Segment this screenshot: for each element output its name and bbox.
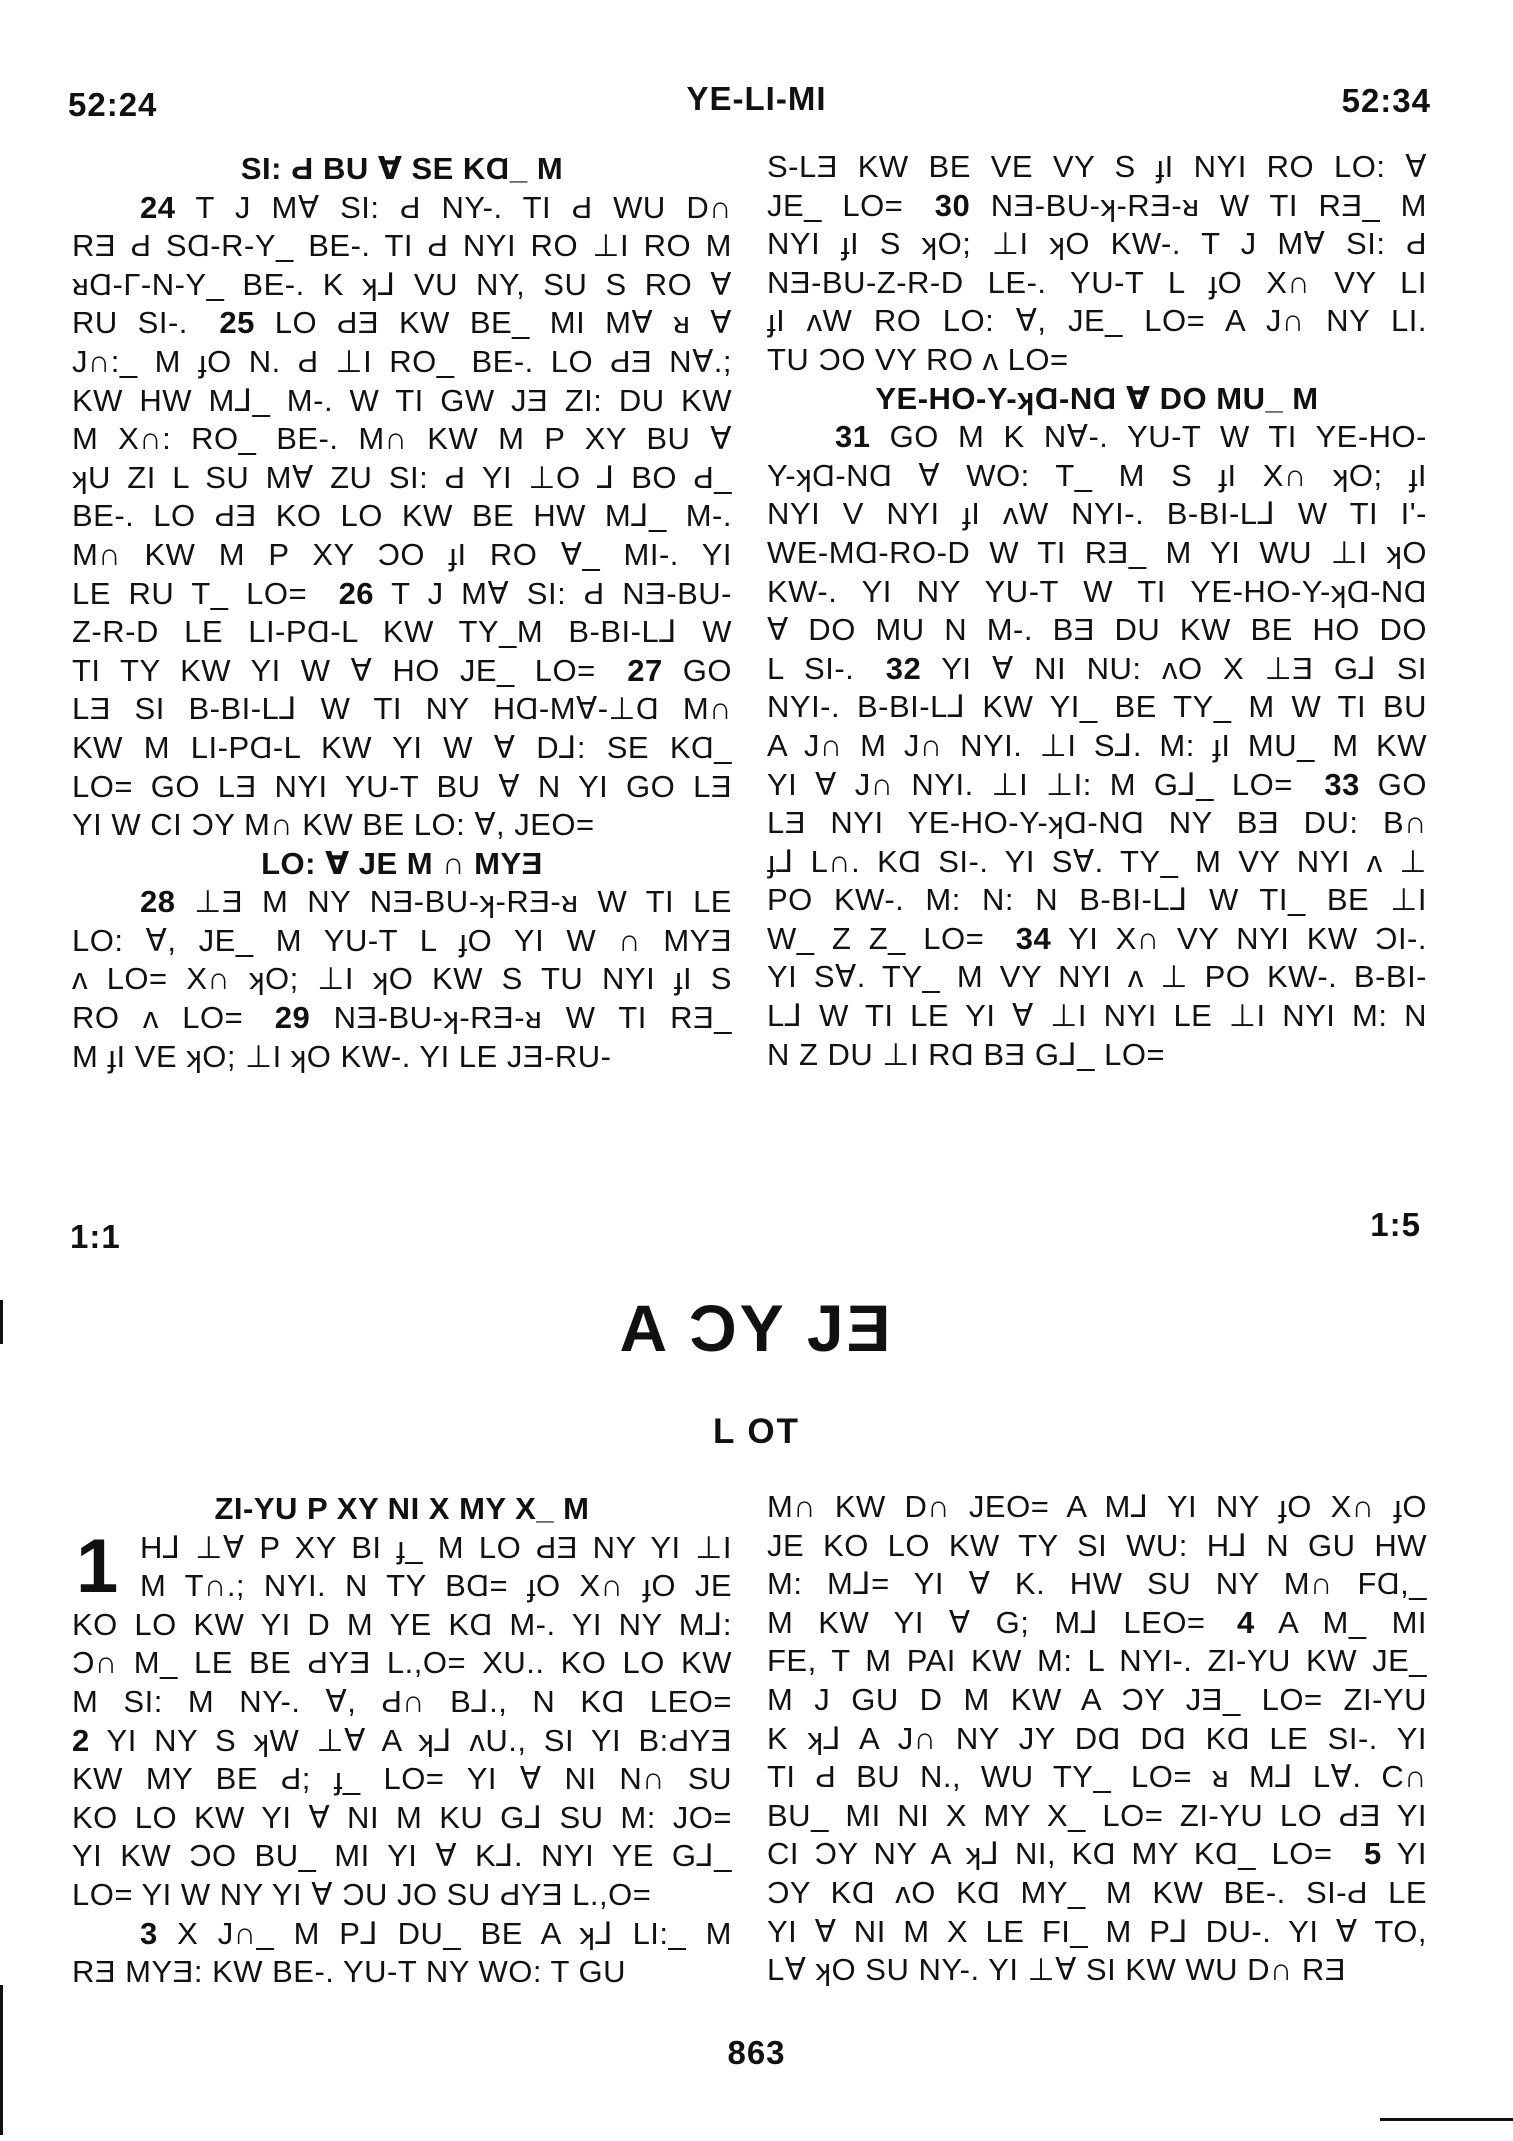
text-line [767, 187, 1427, 226]
text-line [767, 1681, 1427, 1720]
line-text: ⊥Ǝ M NY NƎ-BU-ʞ-RƎ-ᴚ W TI LE [194, 884, 732, 920]
line-text: M T∩.; NYI. N TY BⱭ= ɟO X∩ ɟO JE [140, 1568, 732, 1604]
line-text: S-LƎ KW BE VE VY S ɟI NYI RO LO: Ɐ [767, 149, 1427, 184]
text-line [72, 189, 732, 228]
line-text: LⱯ ʞO SU NY-. YI ⊥Ɐ SI KW WU D∩ RƎ [767, 1952, 1346, 1988]
text-line [767, 302, 1427, 341]
bottom-right-column [767, 1488, 1427, 1990]
text-line [72, 536, 732, 575]
right-verse-reference: 52:34 [1341, 82, 1431, 119]
bottom-right-rule [1380, 2118, 1513, 2121]
line-text: M: M⅃= YI Ɐ K. HW SU NY M∩ FⱭ,_ [767, 1566, 1427, 1602]
line-text: YI KW ƆO BU_ MI YI Ɐ K⅃. NYI YE G⅃_ [72, 1838, 732, 1874]
line-text: YI NY S ʞW ⊥Ɐ A ʞ⅃ ʌU., SI YI B:ԀYƎ [106, 1722, 732, 1758]
text-line [767, 920, 1427, 959]
verse-number: 26 [338, 575, 375, 611]
top-right-column [767, 148, 1427, 1074]
text-line [72, 382, 732, 421]
text-line [72, 652, 732, 691]
text-line [767, 881, 1427, 920]
text-line [72, 768, 732, 807]
chapter-end-reference: 1:5 [1370, 1206, 1421, 1243]
line-text: M J GU D M KW A ƆY JƎ_ LO= ZI-YU [767, 1681, 1427, 1717]
line-text: KW HW M⅃_ M-. W TI GW JƎ ZI: DU KW [72, 382, 732, 418]
text-line [767, 341, 1427, 380]
text-line [767, 1642, 1427, 1681]
top-left-column [72, 150, 732, 1076]
text-line [767, 1951, 1427, 1990]
text-line [767, 1874, 1427, 1913]
line-text: KW MY BE Ԁ; ɟ_ LO= YI Ɐ NI N∩ SU [72, 1761, 732, 1797]
line-text: LO= GO LƎ NYI YU-T BU Ɐ N YI GO LƎ [72, 768, 732, 804]
text-line [72, 806, 732, 845]
line-text: FE, T M PAI KW M: L NYI-. ZI-YU KW JE_ [767, 1643, 1427, 1679]
line-text: NƎ-BU-ʞ-RƎ-ᴚ W TI RƎ_ M [990, 187, 1427, 223]
line-text: NYI ɟI S ʞO; ⊥I ʞO KW-. T J MⱯ SI: Ԁ [767, 226, 1427, 262]
line-text: LO: Ɐ, JE_ M YU-T L ɟO YI W ∩ MYƎ [72, 922, 732, 958]
text-line [72, 227, 732, 266]
line-text: JE_ LO= [767, 187, 904, 223]
line-text: M X∩: RO_ BE-. M∩ KW M P XY BU Ɐ [72, 421, 732, 457]
line-text: YI Ɐ NI M X LE FI_ M P⅃ DU-. YI Ɐ TO, [767, 1913, 1427, 1949]
verse-number: 24 [140, 189, 176, 225]
text-line [767, 1913, 1427, 1952]
text-line [767, 148, 1427, 187]
text-line [767, 1565, 1427, 1604]
text-line [767, 1527, 1427, 1566]
line-text: ᴚⱭ-Γ-N-Y_ BE-. K ʞ⅃ VU NY, SU S RO Ɐ [72, 266, 732, 302]
drop-cap-chapter-number: 1 [76, 1523, 119, 1609]
line-text: BU_ MI NI X MY X_ LO= ZI-YU LO ԀƎ YI [767, 1797, 1427, 1833]
line-text: NYI V NYI ɟI ʌW NYI-. B-BI-L⅃ W TI I'- [767, 496, 1427, 532]
line-text: ƆY KⱭ ʌO KⱭ MY_ M KW BE-. SI-Ԁ LE [767, 1874, 1427, 1910]
text-line [72, 420, 732, 459]
line-text: Ɐ DO MU N M-. BƎ DU KW BE HO DO [767, 612, 1427, 648]
text-line [72, 1606, 732, 1645]
verse-number: 4 [1237, 1604, 1255, 1640]
verse-number: 5 [1364, 1836, 1382, 1872]
line-text: RU SI-. [72, 305, 188, 341]
text-line [72, 266, 732, 305]
text-line [72, 883, 732, 922]
verse-number: 34 [1015, 920, 1052, 956]
line-text: NƎ-BU-ʞ-RƎ-ᴚ W TI RƎ_ [333, 1000, 732, 1036]
text-line [72, 1876, 732, 1915]
section-heading: YE-HO-Y-ʞⱭ-NⱭ Ɐ DO MU_ M [875, 380, 1319, 416]
verse-number: 29 [274, 1000, 311, 1036]
line-text: M∩ KW D∩ JEO= A M⅃ YI NY ɟO X∩ ɟO [767, 1489, 1427, 1524]
text-line [767, 1036, 1427, 1075]
text-line [72, 729, 732, 768]
text-line [72, 1915, 732, 1954]
line-text: LO ԀƎ KW BE_ MI MⱯ ᴚ Ɐ [274, 305, 732, 341]
line-text: M∩ KW M P XY ƆO ɟI RO Ɐ_ MI-. YI [72, 536, 732, 572]
line-text: H⅃ ⊥Ɐ P XY BI ɟ_ M LO ԀƎ NY YI ⊥I [140, 1529, 732, 1565]
text-line [767, 495, 1427, 534]
text-line [72, 999, 732, 1038]
section-heading: ZI-YU P XY NI X MY X_ M [214, 1491, 590, 1526]
text-line [767, 650, 1427, 689]
line-text: KO LO KW YI D M YE KⱭ M-. YI NY M⅃: [72, 1606, 732, 1642]
verse-number: 32 [885, 650, 922, 686]
section-heading: SI: Ԁ BU Ɐ SE KⱭ_ M [240, 151, 564, 186]
text-line [72, 613, 732, 652]
line-text: Y-ʞⱭ-NⱭ Ɐ WO: T_ M S ɟI X∩ ʞO; ɟI [767, 457, 1427, 493]
text-line [767, 225, 1427, 264]
line-text: A M_ MI [1278, 1604, 1428, 1640]
line-text: M SI: M NY-. Ɐ, Ԁ∩ B⅃., N KⱭ LEO= [72, 1683, 732, 1719]
line-text: RO ʌ LO= [72, 1000, 244, 1036]
line-text: CI ƆY NY A ʞ⅃ NI, KⱭ MY KⱭ_ LO= [767, 1836, 1333, 1872]
line-text: ɟI ʌW RO LO: Ɐ, JE_ LO= A J∩ NY LI. [767, 303, 1427, 339]
text-line [72, 1799, 732, 1838]
verse-number: 28 [140, 884, 176, 920]
text-line [767, 688, 1427, 727]
line-text: YI Ɐ J∩ NYI. ⊥I ⊥I: M G⅃_ LO= [767, 766, 1293, 802]
text-line [767, 1797, 1427, 1836]
line-text: WE-MⱭ-RO-D W TI RƎ_ M YI WU ⊥I ʞO [767, 534, 1427, 570]
line-text: YI X∩ VY NYI KW ƆI-. [1068, 920, 1427, 956]
text-line [767, 573, 1427, 612]
text-line [72, 1760, 732, 1799]
left-edge-mark-bottom [0, 1985, 3, 2135]
text-line [72, 1722, 732, 1761]
verse-number: 33 [1324, 766, 1360, 802]
left-verse-reference: 52:24 [68, 86, 158, 123]
line-text: TU ƆO VY RO ʌ LO= [767, 341, 1069, 377]
line-text: N Z DU ⊥I RⱭ BƎ G⅃_ LO= [767, 1036, 1166, 1072]
verse-number: 30 [934, 187, 971, 223]
text-line [767, 843, 1427, 882]
text-line [72, 1038, 732, 1077]
line-text: LƎ SI B-BI-L⅃ W TI NY HⱭ-MⱯ-⊥Ɑ M∩ [72, 691, 732, 727]
text-line [72, 497, 732, 536]
line-text: LE RU T_ LO= [72, 575, 308, 611]
chapter-label: L OT [712, 1412, 801, 1451]
text-line [72, 575, 732, 614]
line-text: LO= YI W NY YI Ɐ ƆU JO SU ԀYƎ L.,O= [72, 1876, 652, 1912]
text-line [767, 1488, 1427, 1527]
verse-number: 31 [835, 419, 871, 455]
line-text: Ɔ∩ M_ LE BE ԀYƎ L.,O= XU.. KO LO KW [72, 1645, 732, 1681]
text-line [767, 1835, 1427, 1874]
line-text: L⅃ W TI LE YI Ɐ ⊥I NYI LE ⊥I NYI M: N [767, 998, 1427, 1034]
text-line [767, 418, 1427, 457]
text-line [72, 690, 732, 729]
line-text: X J∩_ M P⅃ DU_ BE A ʞ⅃ LI:_ M [177, 1915, 732, 1951]
text-line [767, 534, 1427, 573]
text-line [72, 343, 732, 382]
page-number: 863 [727, 2034, 786, 2071]
text-line [767, 766, 1427, 805]
line-text: ɟ⅃ L∩. KⱭ SI-. YI SⱯ. TY_ M VY NYI ʌ ⊥ [767, 843, 1427, 879]
line-text: M ɟI VE ʞO; ⊥I ʞO KW-. YI LE JƎ-RU- [72, 1038, 612, 1074]
line-text: JE KO LO KW TY SI WU: H⅃ N GU HW [767, 1527, 1427, 1563]
line-text: GO [1377, 766, 1427, 802]
text-line [767, 804, 1427, 843]
line-text: A J∩ M J∩ NYI. ⊥I S⅃. M: ɟI MU_ M KW [767, 727, 1427, 763]
verse-number: 2 [72, 1722, 90, 1758]
verse-number: 25 [219, 305, 255, 341]
line-text: ʞU ZI L SU MⱯ ZU SI: Ԁ YI ⊥O ⅃ BO Ԁ_ [72, 459, 732, 495]
text-line [72, 1644, 732, 1683]
line-text: PO KW-. M: N: N B-BI-L⅃ W TI_ BE ⊥I [767, 882, 1427, 918]
text-line [767, 1604, 1427, 1643]
text-line [767, 457, 1427, 496]
line-text: GO M K NⱯ-. YU-T W TI YE-HO- [889, 419, 1427, 455]
text-line [767, 958, 1427, 997]
line-text: TI Ԁ BU N., WU TY_ LO= ᴚ M⅃ LⱯ. C∩ [767, 1759, 1427, 1795]
verse-number: 27 [627, 652, 663, 688]
chapter-start-reference: 1:1 [70, 1218, 121, 1255]
bottom-left-column [72, 1490, 732, 1992]
line-text: BE-. LO ԀƎ KO LO KW BE HW M⅃_ M-. [72, 498, 732, 534]
text-line [72, 304, 732, 343]
line-text: M KW YI Ɐ G; M⅃ LEO= [767, 1604, 1206, 1640]
text-line [72, 1953, 732, 1992]
line-text: RƎ Ԁ SⱭ-R-Y_ BE-. TI Ԁ NYI RO ⊥I RO M [72, 228, 732, 264]
line-text: LƎ NYI YE-HO-Y-ʞⱭ-NⱭ NY BƎ DU: B∩ [767, 805, 1427, 841]
line-text: KW M LI-PⱭ-L KW YI W Ɐ D⅃: SE KⱭ_ [72, 729, 732, 765]
book-title: A ƆY JƎ [619, 1291, 894, 1365]
line-text: K ʞ⅃ A J∩ NY JY DⱭ DⱭ KⱭ LE SI-. YI [767, 1720, 1427, 1756]
text-line [767, 727, 1427, 766]
line-text: YI W CI ƆY M∩ KW BE LO: Ɐ, JEO= [72, 807, 595, 843]
line-text: L SI-. [767, 650, 855, 686]
text-line [72, 1837, 732, 1876]
text-line [767, 611, 1427, 650]
text-line [72, 459, 732, 498]
line-text: NƎ-BU-Z-R-D LE-. YU-T L ɟO X∩ VY LI [767, 264, 1427, 300]
line-text: YI SⱯ. TY_ M VY NYI ʌ ⊥ PO KW-. B-BI- [767, 959, 1427, 995]
text-line [767, 1720, 1427, 1759]
line-text: T J MⱯ SI: Ԁ NY-. TI Ԁ WU D∩ [195, 189, 733, 225]
text-line [72, 1683, 732, 1722]
line-text: J∩:_ M ɟO N. Ԁ ⊥I RO_ BE-. LO ԀƎ NⱯ.; [72, 343, 732, 379]
text-line [72, 922, 732, 961]
line-text: KW-. YI NY YU-T W TI YE-HO-Y-ʞⱭ-NⱭ [767, 573, 1427, 609]
line-text: Z-R-D LE LI-PⱭ-L KW TY_M B-BI-L⅃ W [72, 614, 732, 650]
line-text: RƎ MYƎ: KW BE-. YU-T NY WO: T GU [72, 1954, 626, 1990]
text-line [767, 264, 1427, 303]
line-text: YI [1396, 1836, 1427, 1872]
line-text: TI TY KW YI W Ɐ HO JE_ LO= [72, 652, 596, 688]
line-text: ʌ LO= X∩ ʞO; ⊥I ʞO KW S TU NYI ɟI S [72, 961, 732, 997]
line-text: KO LO KW YI Ɐ NI M KU G⅃ SU M: JO= [72, 1799, 732, 1835]
verse-number: 3 [140, 1915, 158, 1951]
line-text: W_ Z Z_ LO= [767, 920, 985, 956]
text-line [72, 960, 732, 999]
text-line [767, 997, 1427, 1036]
line-text: T J MⱯ SI: Ԁ NƎ-BU- [391, 575, 732, 611]
section-heading: LO: Ɐ JE M ∩ MYƎ [261, 845, 543, 881]
running-book-title: YE-LI-MI [686, 80, 827, 117]
line-text: GO [682, 652, 732, 688]
line-text: NYI-. B-BI-L⅃ KW YI_ BE TY_ M W TI BU [767, 689, 1427, 725]
text-line [767, 1758, 1427, 1797]
line-text: YI Ɐ NI NU: ʌO X ⊥Ǝ G⅃ SI [941, 650, 1427, 686]
text-line [72, 1567, 732, 1606]
